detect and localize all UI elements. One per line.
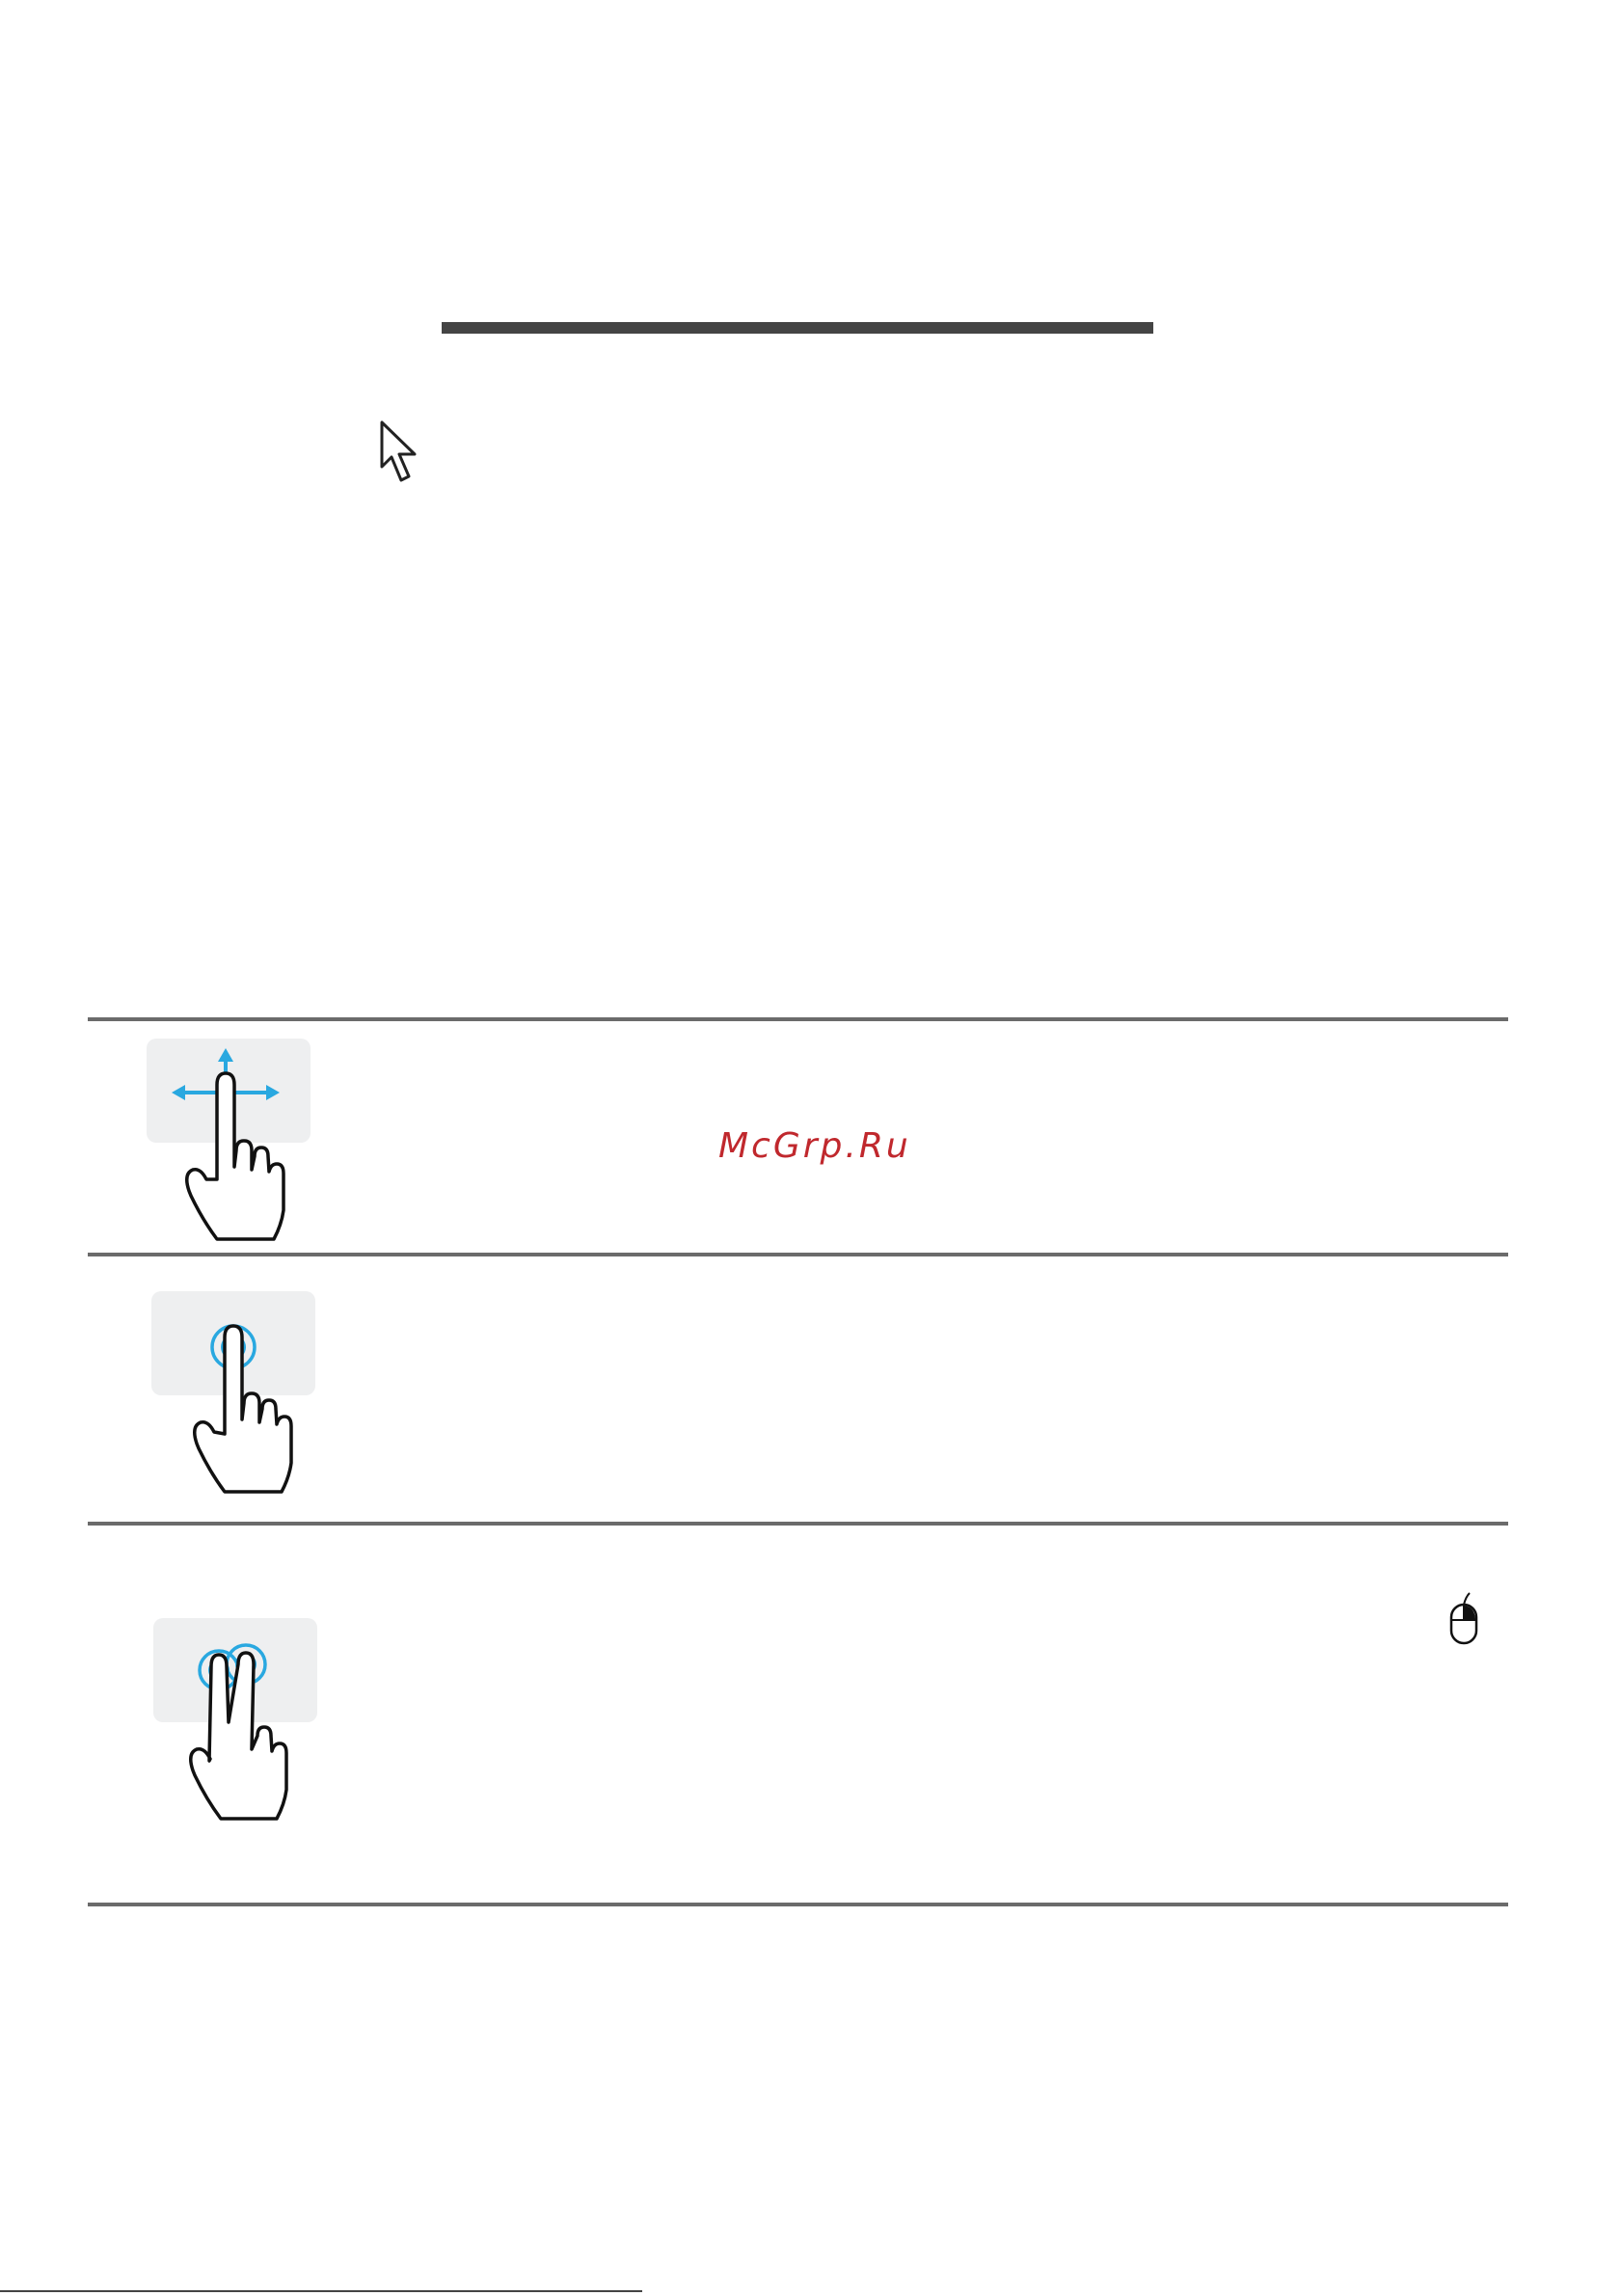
row-divider-3: [88, 1522, 1508, 1526]
row-divider-4: [88, 1903, 1508, 1906]
page-title-bar: [442, 322, 1153, 334]
two-finger-tap-gesture-icon: [151, 1616, 325, 1823]
row-divider-2: [88, 1253, 1508, 1256]
footer-rule: [0, 2290, 642, 2292]
cursor-arrow-icon: [378, 420, 420, 490]
slide-gesture-icon: [145, 1037, 318, 1244]
watermark: McGrp.Ru: [718, 1126, 911, 1166]
tap-gesture-icon: [149, 1289, 323, 1497]
row-divider-1: [88, 1017, 1508, 1021]
mouse-right-click-icon: [1446, 1591, 1481, 1645]
